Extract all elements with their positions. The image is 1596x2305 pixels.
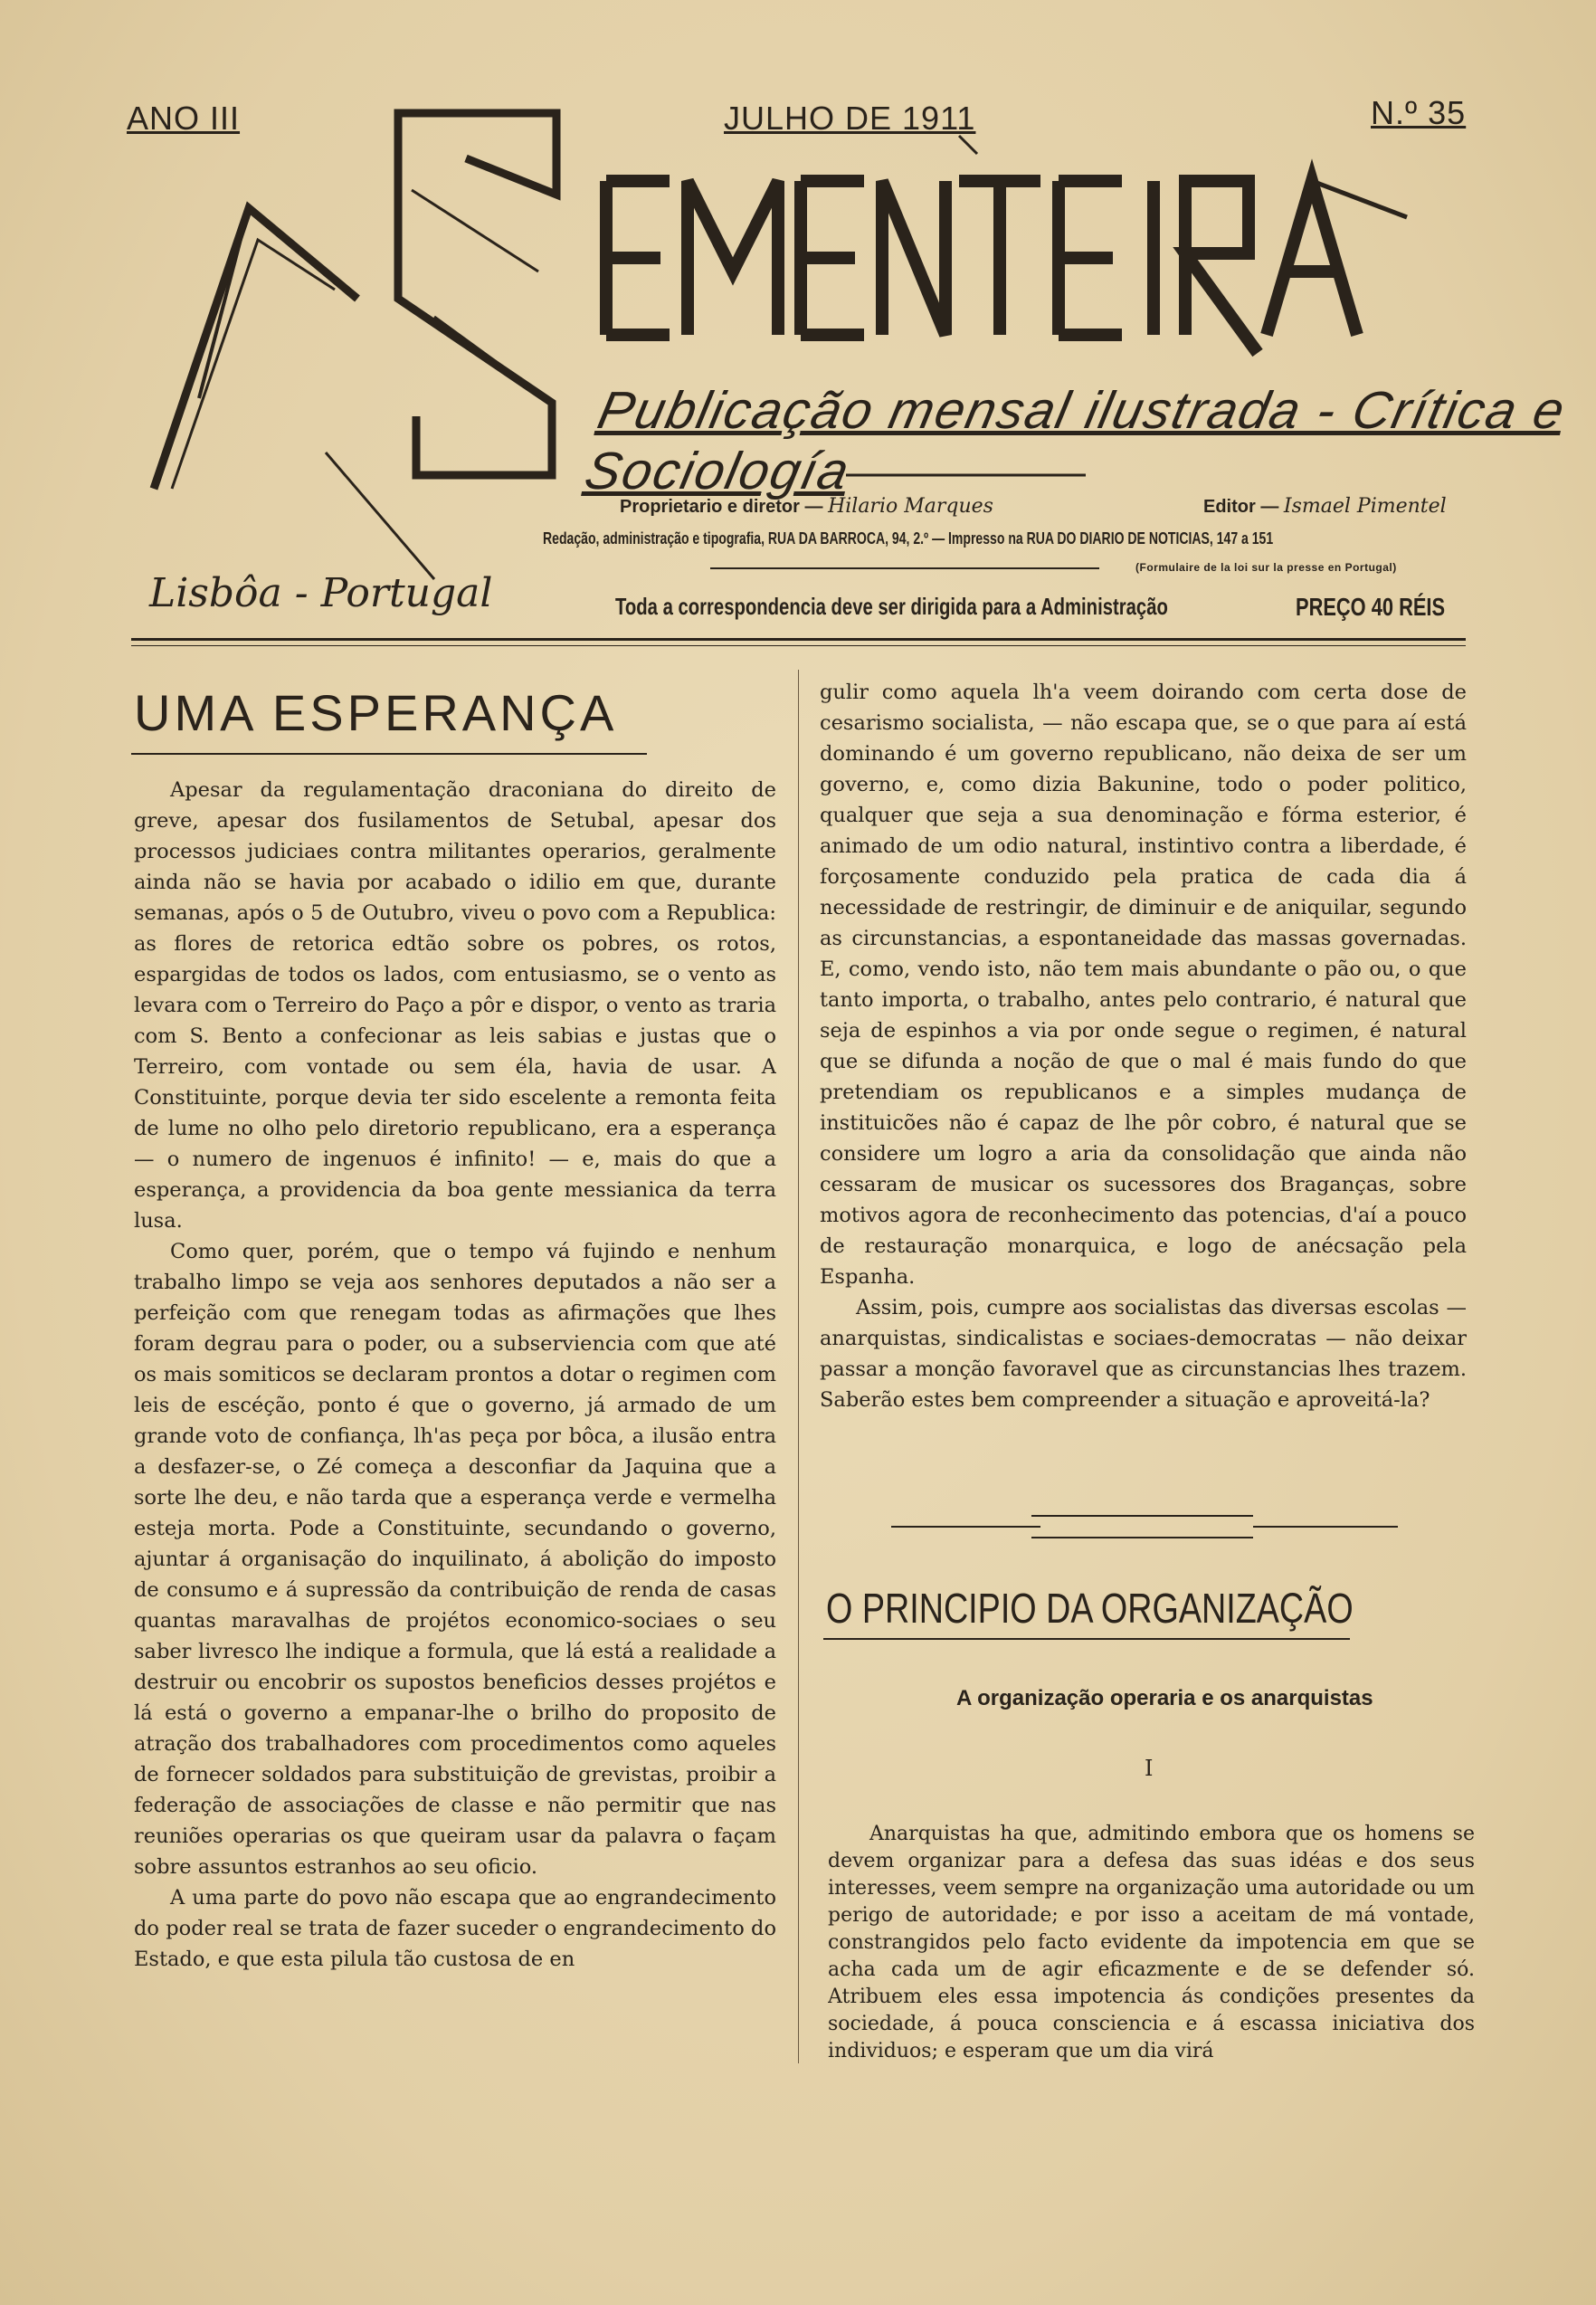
owner-line [620,495,993,518]
section-numeral: I [1145,1756,1154,1781]
rule-short [710,567,1099,569]
ornament-rule-left [891,1526,1040,1528]
masthead-rule-bottom [131,645,1466,646]
article2-paragraph: Anarquistas ha que, admitindo embora que os homens se devem organizar para a defesa das suas idéas e dos seus interesses, veem sempre na organização uma autoridade ou um perigo de autoridade; e por isso a aceitam de má vontade, constrangidos pelo facto evidente da impotencia em que se acha cada um de agir eficazmente e de se defender só. Atribuem eles essa impotencia ás condições presentes da sociedade, á pouca consciencia e á escassa iniciativa dos individuos; e esperam que um dia virá [828,1823,1475,2062]
issue-number: N.º 35 [1371,94,1467,131]
masthead-logo [0,0,1596,652]
price-label: PREÇO 40 RÉIS [1296,593,1446,621]
ornament-rule-bottom [1031,1537,1253,1538]
address-line: Redação, administração e tipografia, RUA DA BARROCA, 94, 2.º — Impresso na RUA DO DIARIO DE NOTICIAS, 147 a 151 [543,529,1274,548]
ornament-rule-top [1031,1515,1253,1517]
article1-col2-paragraph: Assim, pois, cumpre aos socialistas das diversas escolas — anarquistas, sindicalistas e sociaes-democratas — não deixar passar a monção favoravel que as circunstancias lhes trazem. Saberão estes bem compreender a situação e aproveitá-la? [820,1296,1467,1412]
article1-column2 [820,677,1467,1491]
article2-subtitle: A organização operaria e os anarquistas [956,1686,1373,1710]
editor-label: Editor — [1203,497,1279,517]
article1-col1-paragraph: Como quer, porém, que o tempo vá fujindo e nenhum trabalho limpo se veja aos senhores deputados a não ser a perfeição com que renegam todas as afirmações que lhes foram degrau para o poder, ou a subserviencia com que até os mais somiticos se declaram prontos a dotar o regimen com leis de escéção, ponto é que o governo, já armado de um grande voto de confiança, lh'as peça por bôca, a ilusão entra a desfazer-se, o Zé começa a desconfiar da Jaquina que a sorte lhe deu, e não tarda que a esperança verde e vermelha esteja morta. Pode a Constituinte, secundando o governo, ajuntar á organisação do inquilinato, á abolição do imposto de consumo e á supressão da contribuição de renda de casas quantas maravalhas de projétos economico-sociaes o seu saber livresco lhe indique a formula, que lá está a realidade a destruir ou encobrir os supostos beneficios desses projétos e lá está o governo a empanar-lhe o brilho do proposito de atração dos trabalhadores com procedimentos como aqueles de fornecer soldados para substituição de grevistas, proibir a federação de associações de classe e não permitir que nas reuniões operarias os que queiram usar da palavra o façam sobre assuntos estranhos ao seu oficio. [134,1240,776,1879]
year-label: ANO III [127,100,241,137]
place-label: Lisbôa - Portugal [149,570,493,616]
article1-title-rule [131,753,647,755]
article2-title: O PRINCIPIO DA ORGANIZAÇÃO [826,1585,1354,1632]
article2-title-rule [823,1638,1350,1640]
masthead-subtitle: Publicação mensal ilustrada - Crítica e Sociología [579,381,1572,500]
editor-line [1203,495,1447,518]
article2-body [828,1821,1475,2092]
owner-name: Hilario Marques [828,495,993,518]
owner-label: Proprietario e diretor — [620,497,823,517]
editor-name: Ismael Pimentel [1283,495,1447,518]
date-label: JULHO DE 1911 [724,100,976,137]
article1-col1-paragraph: Apesar da regulamentação draconiana do direito de greve, apesar dos fusilamentos de Setubal, apesar dos processos judiciaes contra militantes operarios, geralmente ainda não se havia por acabado o idilio em que, durante semanas, após o 5 de Outubro, viveu o povo com a Republica: as flores de retorica edtão sobre os pobres, os rotos, espargidas de todos os lados, com entusiasmo, se o vento as levara com o Terreiro do Paço a pôr e dispor, o vento as traria com S. Bento a confecionar as leis sabias e justas que o Terreiro, com vontade ou sem éla, havia de usar. A Constituinte, porque devia ter sido escelente a remonta feita de lume no olho pelo diretorio republicano, era a esperança — o numero de ingenuos é infinito! — e, mais do que a esperança, a providencia da boa gente messianica da terra lusa. [134,778,776,1233]
article1-col1-paragraph: A uma parte do povo não escapa que ao engrandecimento do poder real se trata de fazer suceder o engrandecimento do Estado, e que esta pilula tão custosa de en [134,1886,776,1971]
article1-col2-paragraph: gulir como aquela lh'a veem doirando com certa dose de cesarismo socialista, — não escapa que, se o que para aí está dominando é um governo republicano, não deixa de ser um governo, e, como dizia Bakunine, todo o poder politico, qualquer que seja a sua denominação e fórma esterior, é animado de um odio natural, instintivo contra a liberdade, é forçosamente conduzido pela pratica de cada dia á necessidade de restringir, de diminuir e de aniquilar, segundo as circunstancias, a espontaneidade das massas governadas. E, como, vendo isto, não tem mais abundante o pão ou, o que tanto importa, o trabalho, antes pelo contrario, é natural que seja de espinhos a via por onde segue o regimen, é natural que se difunda a noção de que o mal é mais fundo do que pretendiam os republicanos e a simples mudança de instituicões não é capaz de lhe pôr cobro, é natural que se considere um logro a aria da consolidação que ainda não cessaram de musicar os sucessores dos Braganças, sobre motivos agora de reconhecimento das potencias, d'aí a pouco de restauração monarquica, e logo de anécsação pela Espanha. [820,681,1467,1289]
law-note: (Formulaire de la loi sur la presse en Portugal) [1135,561,1397,574]
ornament-rule-right [1253,1526,1398,1528]
column-divider [798,670,799,2063]
article1-title: UMA ESPERANÇA [134,684,618,741]
masthead-rule-top [131,638,1466,641]
article1-column1 [134,775,776,2069]
correspondence-line: Toda a correspondencia deve ser dirigida para a Administração [615,593,1168,620]
